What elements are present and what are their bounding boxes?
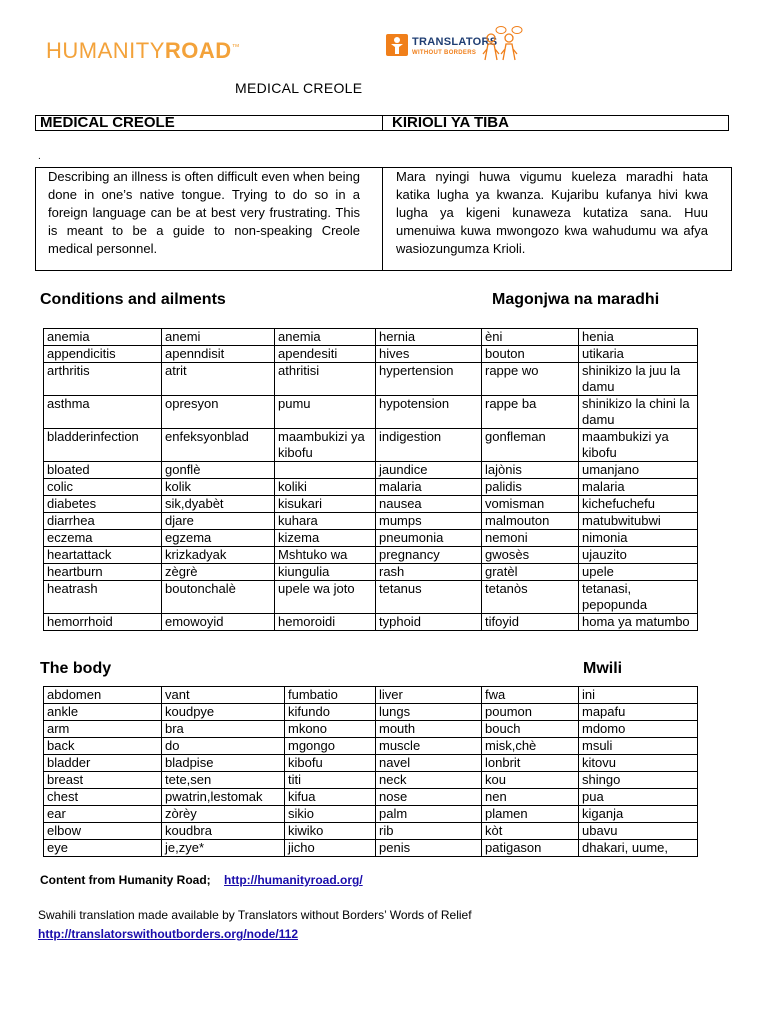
table-cell: rib xyxy=(376,823,482,840)
table-cell: hemorrhoid xyxy=(44,614,162,631)
table-cell: kolik xyxy=(162,479,275,496)
table-cell: pwatrin,lestomak xyxy=(162,789,285,806)
table-row xyxy=(44,346,698,363)
table-cell: apendesiti xyxy=(275,346,376,363)
table-cell: ini xyxy=(579,687,698,704)
table-cell: sik,dyabèt xyxy=(162,496,275,513)
table-row xyxy=(44,530,698,547)
table-cell: bladderinfection xyxy=(44,429,162,462)
table-cell: tete,sen xyxy=(162,772,285,789)
table-cell: back xyxy=(44,738,162,755)
intro-swahili: Mara nyingi huwa vigumu kueleza maradhi hata katika lugha ya kwanza. Kujaribu kufanya hivi kwa lugha ya kigeni kunaweza kutatiza sana. Huu umenuiwa kuwa mwongozo kwa wahudumu wa afya wasiozungumza Krioli. xyxy=(396,169,708,256)
table-cell: bouton xyxy=(482,346,579,363)
table-cell: bouch xyxy=(482,721,579,738)
table-cell: apenndisit xyxy=(162,346,275,363)
table-cell: mumps xyxy=(376,513,482,530)
table-cell: matubwitubwi xyxy=(579,513,698,530)
table-cell: egzema xyxy=(162,530,275,547)
table-cell xyxy=(275,462,376,479)
table-row xyxy=(44,564,698,581)
table-cell: dhakari, uume, xyxy=(579,840,698,857)
table-cell: krizkadyak xyxy=(162,547,275,564)
table-cell: hypertension xyxy=(376,363,482,396)
table-cell: tetanòs xyxy=(482,581,579,614)
table-row xyxy=(44,789,698,806)
table-row xyxy=(44,704,698,721)
twb-mark-icon xyxy=(386,34,408,56)
table-cell: elbow xyxy=(44,823,162,840)
table-cell: enfeksyonblad xyxy=(162,429,275,462)
table-row xyxy=(44,840,698,857)
table-row xyxy=(44,547,698,564)
table-cell: kitovu xyxy=(579,755,698,772)
divider xyxy=(382,168,383,270)
table-row xyxy=(44,755,698,772)
table-cell: diarrhea xyxy=(44,513,162,530)
header-table xyxy=(35,115,729,131)
table-cell: pumu xyxy=(275,396,376,429)
table-cell: kuhara xyxy=(275,513,376,530)
table-cell: indigestion xyxy=(376,429,482,462)
table-cell: atrit xyxy=(162,363,275,396)
table-cell: nimonia xyxy=(579,530,698,547)
people-icon xyxy=(481,26,525,67)
table-cell: gonflè xyxy=(162,462,275,479)
table-cell: èni xyxy=(482,329,579,346)
table-cell: mkono xyxy=(285,721,376,738)
table-cell: kiwiko xyxy=(285,823,376,840)
stray-dot: . xyxy=(38,151,41,162)
table-cell: koudbra xyxy=(162,823,285,840)
table-row xyxy=(44,806,698,823)
table-cell: kiungulia xyxy=(275,564,376,581)
table-cell: henia xyxy=(579,329,698,346)
table-row xyxy=(44,363,698,396)
table-cell: nen xyxy=(482,789,579,806)
table-row xyxy=(44,429,698,462)
table-cell: tetanasi, pepopunda xyxy=(579,581,698,614)
header-english: MEDICAL CREOLE xyxy=(40,114,175,131)
table-cell: kisukari xyxy=(275,496,376,513)
table-cell: nose xyxy=(376,789,482,806)
conditions-title-english: Conditions and ailments xyxy=(40,291,226,308)
table-cell: navel xyxy=(376,755,482,772)
table-cell: tifoyid xyxy=(482,614,579,631)
table-cell: appendicitis xyxy=(44,346,162,363)
table-row xyxy=(44,462,698,479)
table-row xyxy=(44,479,698,496)
table-cell: ear xyxy=(44,806,162,823)
table-cell: lajònis xyxy=(482,462,579,479)
table-cell: rappe wo xyxy=(482,363,579,396)
table-cell: titi xyxy=(285,772,376,789)
table-cell: kibofu xyxy=(285,755,376,772)
table-cell: abdomen xyxy=(44,687,162,704)
body-table-body xyxy=(44,687,698,857)
table-cell: malaria xyxy=(376,479,482,496)
table-cell: kou xyxy=(482,772,579,789)
table-cell: msuli xyxy=(579,738,698,755)
table-cell: hernia xyxy=(376,329,482,346)
table-cell: plamen xyxy=(482,806,579,823)
table-cell: mdomo xyxy=(579,721,698,738)
humanity-road-link[interactable]: http://humanityroad.org/ xyxy=(224,873,363,887)
table-cell: sikio xyxy=(285,806,376,823)
translators-without-borders-logo: TRANSLATORS WITHOUT BORDERS xyxy=(386,26,536,66)
body-title-swahili: Mwili xyxy=(583,660,623,677)
table-cell: maambukizi ya kibofu xyxy=(579,429,698,462)
twb-link[interactable]: http://translatorswithoutborders.org/node/112 xyxy=(38,927,299,941)
table-cell: kifua xyxy=(285,789,376,806)
table-row xyxy=(44,614,698,631)
table-cell: ubavu xyxy=(579,823,698,840)
table-cell: chest xyxy=(44,789,162,806)
table-cell: tetanus xyxy=(376,581,482,614)
table-cell: zègrè xyxy=(162,564,275,581)
humanity-road-logo: HUMANITYROAD™ xyxy=(46,38,241,63)
table-cell: mouth xyxy=(376,721,482,738)
table-cell: misk,chè xyxy=(482,738,579,755)
table-cell: fwa xyxy=(482,687,579,704)
table-cell: je,zye* xyxy=(162,840,285,857)
table-cell: heartattack xyxy=(44,547,162,564)
table-cell: emowoyid xyxy=(162,614,275,631)
table-row xyxy=(44,721,698,738)
table-cell: kizema xyxy=(275,530,376,547)
table-cell: opresyon xyxy=(162,396,275,429)
table-cell: shingo xyxy=(579,772,698,789)
table-cell: lungs xyxy=(376,704,482,721)
document-heading: MEDICAL CREOLE xyxy=(235,80,363,96)
table-row xyxy=(44,772,698,789)
table-cell: nemoni xyxy=(482,530,579,547)
intro-table xyxy=(35,167,732,271)
table-cell: anemia xyxy=(44,329,162,346)
table-cell: breast xyxy=(44,772,162,789)
table-cell: zòrèy xyxy=(162,806,285,823)
table-cell: Mshtuko wa xyxy=(275,547,376,564)
table-cell: patigason xyxy=(482,840,579,857)
table-cell: rappe ba xyxy=(482,396,579,429)
table-cell: upele wa joto xyxy=(275,581,376,614)
table-cell: bloated xyxy=(44,462,162,479)
table-cell: lonbrit xyxy=(482,755,579,772)
table-cell: pneumonia xyxy=(376,530,482,547)
table-cell: hypotension xyxy=(376,396,482,429)
table-cell: athritisi xyxy=(275,363,376,396)
table-cell: poumon xyxy=(482,704,579,721)
table-cell: gonfleman xyxy=(482,429,579,462)
table-cell: jicho xyxy=(285,840,376,857)
table-row xyxy=(44,513,698,530)
table-cell: utikaria xyxy=(579,346,698,363)
table-cell: neck xyxy=(376,772,482,789)
table-cell: ankle xyxy=(44,704,162,721)
table-cell: nausea xyxy=(376,496,482,513)
table-cell: mgongo xyxy=(285,738,376,755)
table-cell: koudpye xyxy=(162,704,285,721)
table-cell: hemoroidi xyxy=(275,614,376,631)
table-cell: malmouton xyxy=(482,513,579,530)
table-cell: vomisman xyxy=(482,496,579,513)
table-cell: vant xyxy=(162,687,285,704)
table-cell: muscle xyxy=(376,738,482,755)
table-cell: pregnancy xyxy=(376,547,482,564)
table-cell: bladpise xyxy=(162,755,285,772)
table-cell: typhoid xyxy=(376,614,482,631)
table-cell: rash xyxy=(376,564,482,581)
table-cell: palidis xyxy=(482,479,579,496)
table-cell: jaundice xyxy=(376,462,482,479)
table-cell: umanjano xyxy=(579,462,698,479)
table-cell: gwosès xyxy=(482,547,579,564)
table-cell: maambukizi ya kibofu xyxy=(275,429,376,462)
table-cell: boutonchalè xyxy=(162,581,275,614)
table-cell: heatrash xyxy=(44,581,162,614)
table-cell: eczema xyxy=(44,530,162,547)
table-cell: shinikizo la juu la damu xyxy=(579,363,698,396)
table-cell: kòt xyxy=(482,823,579,840)
table-cell: fumbatio xyxy=(285,687,376,704)
table-cell: kiganja xyxy=(579,806,698,823)
table-cell: eye xyxy=(44,840,162,857)
body-table xyxy=(43,686,698,857)
table-row xyxy=(44,581,698,614)
table-row xyxy=(44,738,698,755)
table-cell: diabetes xyxy=(44,496,162,513)
table-cell: djare xyxy=(162,513,275,530)
table-cell: colic xyxy=(44,479,162,496)
table-cell: kichefuchefu xyxy=(579,496,698,513)
table-row xyxy=(44,823,698,840)
table-cell: hives xyxy=(376,346,482,363)
content-credit xyxy=(40,873,363,887)
table-cell: arthritis xyxy=(44,363,162,396)
table-cell: bladder xyxy=(44,755,162,772)
table-cell: upele xyxy=(579,564,698,581)
table-cell: do xyxy=(162,738,285,755)
table-row xyxy=(44,329,698,346)
divider xyxy=(382,116,383,130)
table-row xyxy=(44,496,698,513)
table-cell: heartburn xyxy=(44,564,162,581)
table-cell: shinikizo la chini la damu xyxy=(579,396,698,429)
table-cell: asthma xyxy=(44,396,162,429)
table-row xyxy=(44,687,698,704)
table-cell: homa ya matumbo xyxy=(579,614,698,631)
table-cell: mapafu xyxy=(579,704,698,721)
swahili-translation-note: Swahili translation made available by Translators without Borders’ Words of Relief xyxy=(38,908,472,922)
twb-link-line xyxy=(38,927,298,941)
table-cell: anemia xyxy=(275,329,376,346)
table-cell: kifundo xyxy=(285,704,376,721)
table-cell: arm xyxy=(44,721,162,738)
table-cell: gratèl xyxy=(482,564,579,581)
content-credit-label: Content from Humanity Road; xyxy=(40,873,211,887)
table-row xyxy=(44,396,698,429)
table-cell: koliki xyxy=(275,479,376,496)
table-cell: bra xyxy=(162,721,285,738)
table-cell: liver xyxy=(376,687,482,704)
table-cell: malaria xyxy=(579,479,698,496)
table-cell: anemi xyxy=(162,329,275,346)
conditions-title-swahili: Magonjwa na maradhi xyxy=(492,291,660,308)
conditions-table-body xyxy=(44,329,698,631)
table-cell: pua xyxy=(579,789,698,806)
table-cell: ujauzito xyxy=(579,547,698,564)
intro-english: Describing an illness is often difficult even when being done in one’s native tongue. Trying to do so in a foreign language can be at best very frustrating. This is meant to be a guide to non-speaking Creole medical personnel. xyxy=(48,169,360,256)
conditions-table xyxy=(43,328,698,631)
table-cell: palm xyxy=(376,806,482,823)
body-title-english: The body xyxy=(40,660,112,677)
header-swahili: KIRIOLI YA TIBA xyxy=(392,114,509,131)
table-cell: penis xyxy=(376,840,482,857)
